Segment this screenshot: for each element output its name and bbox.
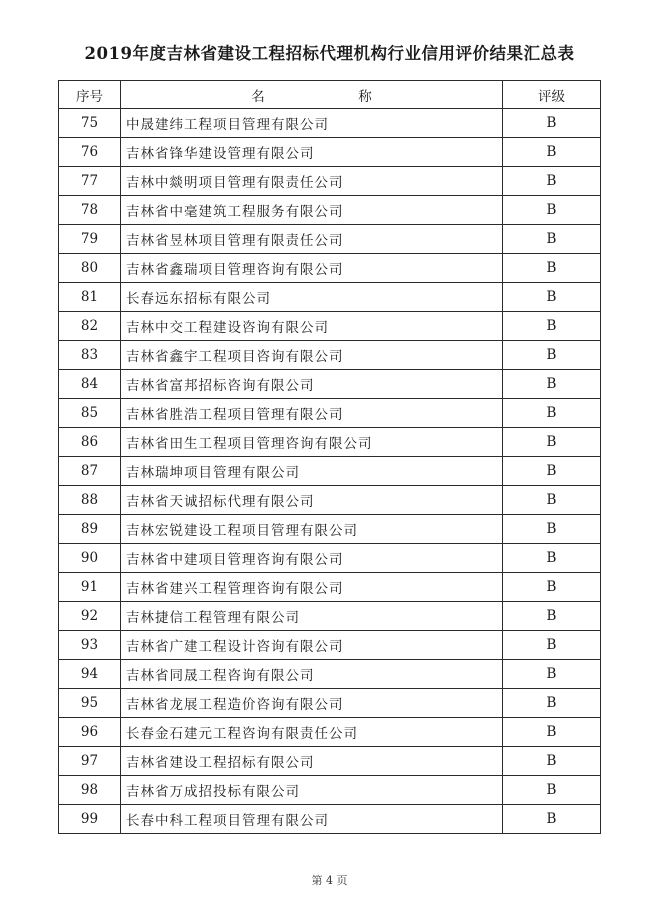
- row-no: 89: [59, 515, 121, 544]
- row-name: 吉林省广建工程设计咨询有限公司: [121, 631, 503, 660]
- table-row: [59, 399, 601, 428]
- row-grade: B: [503, 573, 601, 602]
- row-grade: B: [503, 283, 601, 312]
- table-row: [59, 573, 601, 602]
- rating-table: [58, 80, 601, 834]
- row-name: 长春远东招标有限公司: [121, 283, 503, 312]
- row-name: 吉林省昱林项目管理有限责任公司: [121, 225, 503, 254]
- row-no: 75: [59, 109, 121, 138]
- row-name: 吉林瑞坤项目管理有限公司: [121, 457, 503, 486]
- row-no: 99: [59, 805, 121, 834]
- row-no: 76: [59, 138, 121, 167]
- row-grade: B: [503, 370, 601, 399]
- table-row: [59, 602, 601, 631]
- row-grade: B: [503, 776, 601, 805]
- row-no: 92: [59, 602, 121, 631]
- row-grade: B: [503, 718, 601, 747]
- row-grade: B: [503, 109, 601, 138]
- table-row: [59, 167, 601, 196]
- row-name: 吉林省胜浩工程项目管理有限公司: [121, 399, 503, 428]
- header-no: 序号: [59, 81, 121, 109]
- row-no: 95: [59, 689, 121, 718]
- row-no: 84: [59, 370, 121, 399]
- row-name: 吉林中交工程建设咨询有限公司: [121, 312, 503, 341]
- row-name: 吉林省同晟工程咨询有限公司: [121, 660, 503, 689]
- row-no: 97: [59, 747, 121, 776]
- table-row: [59, 631, 601, 660]
- row-grade: B: [503, 602, 601, 631]
- row-name: 吉林省鑫宇工程项目咨询有限公司: [121, 341, 503, 370]
- row-grade: B: [503, 399, 601, 428]
- table-row: [59, 515, 601, 544]
- document-title: 2019年度吉林省建设工程招标代理机构行业信用评价结果汇总表: [84, 44, 575, 63]
- row-no: 82: [59, 312, 121, 341]
- row-grade: B: [503, 660, 601, 689]
- row-no: 86: [59, 428, 121, 457]
- table-row: [59, 776, 601, 805]
- table-row: [59, 196, 601, 225]
- row-name: 中晟建纬工程项目管理有限公司: [121, 109, 503, 138]
- row-no: 83: [59, 341, 121, 370]
- row-grade: B: [503, 312, 601, 341]
- row-name: 吉林中燚明项目管理有限责任公司: [121, 167, 503, 196]
- row-no: 81: [59, 283, 121, 312]
- row-grade: B: [503, 486, 601, 515]
- row-grade: B: [503, 747, 601, 776]
- row-name: 吉林宏锐建设工程项目管理有限公司: [121, 515, 503, 544]
- table-row: [59, 370, 601, 399]
- table-row: [59, 689, 601, 718]
- table-row: [59, 283, 601, 312]
- header-name: 名 称: [121, 81, 503, 109]
- table-row: [59, 457, 601, 486]
- row-name: 吉林省田生工程项目管理咨询有限公司: [121, 428, 503, 457]
- row-no: 88: [59, 486, 121, 515]
- row-no: 93: [59, 631, 121, 660]
- table-row: [59, 109, 601, 138]
- row-no: 96: [59, 718, 121, 747]
- table-row: [59, 544, 601, 573]
- row-name: 吉林省中毫建筑工程服务有限公司: [121, 196, 503, 225]
- row-grade: B: [503, 341, 601, 370]
- row-no: 90: [59, 544, 121, 573]
- row-name: 吉林省万成招投标有限公司: [121, 776, 503, 805]
- row-grade: B: [503, 631, 601, 660]
- row-no: 85: [59, 399, 121, 428]
- row-name: 吉林省天诚招标代理有限公司: [121, 486, 503, 515]
- row-name: 吉林省建兴工程管理咨询有限公司: [121, 573, 503, 602]
- table-row: [59, 341, 601, 370]
- row-no: 80: [59, 254, 121, 283]
- row-grade: B: [503, 689, 601, 718]
- row-name: 长春中科工程项目管理有限公司: [121, 805, 503, 834]
- row-name: 吉林省锋华建设管理有限公司: [121, 138, 503, 167]
- row-grade: B: [503, 428, 601, 457]
- table-header-row: [59, 81, 601, 109]
- table-row: [59, 312, 601, 341]
- table-row: [59, 747, 601, 776]
- row-grade: B: [503, 254, 601, 283]
- row-grade: B: [503, 805, 601, 834]
- row-no: 98: [59, 776, 121, 805]
- row-grade: B: [503, 457, 601, 486]
- table-row: [59, 428, 601, 457]
- row-no: 78: [59, 196, 121, 225]
- row-name: 长春金石建元工程咨询有限责任公司: [121, 718, 503, 747]
- row-no: 79: [59, 225, 121, 254]
- table-row: [59, 718, 601, 747]
- table-row: [59, 225, 601, 254]
- table-row: [59, 254, 601, 283]
- row-name: 吉林省龙展工程造价咨询有限公司: [121, 689, 503, 718]
- row-grade: B: [503, 225, 601, 254]
- header-grade: 评级: [503, 81, 601, 109]
- row-grade: B: [503, 138, 601, 167]
- table-row: [59, 660, 601, 689]
- page-number: 第 4 页: [311, 874, 348, 887]
- row-grade: B: [503, 515, 601, 544]
- row-name: 吉林捷信工程管理有限公司: [121, 602, 503, 631]
- row-name: 吉林省建设工程招标有限公司: [121, 747, 503, 776]
- row-name: 吉林省富邦招标咨询有限公司: [121, 370, 503, 399]
- row-grade: B: [503, 544, 601, 573]
- row-grade: B: [503, 196, 601, 225]
- row-no: 91: [59, 573, 121, 602]
- table-row: [59, 805, 601, 834]
- row-name: 吉林省中建项目管理咨询有限公司: [121, 544, 503, 573]
- table-row: [59, 486, 601, 515]
- row-no: 94: [59, 660, 121, 689]
- row-grade: B: [503, 167, 601, 196]
- row-no: 87: [59, 457, 121, 486]
- row-no: 77: [59, 167, 121, 196]
- row-name: 吉林省鑫瑞项目管理咨询有限公司: [121, 254, 503, 283]
- table-row: [59, 138, 601, 167]
